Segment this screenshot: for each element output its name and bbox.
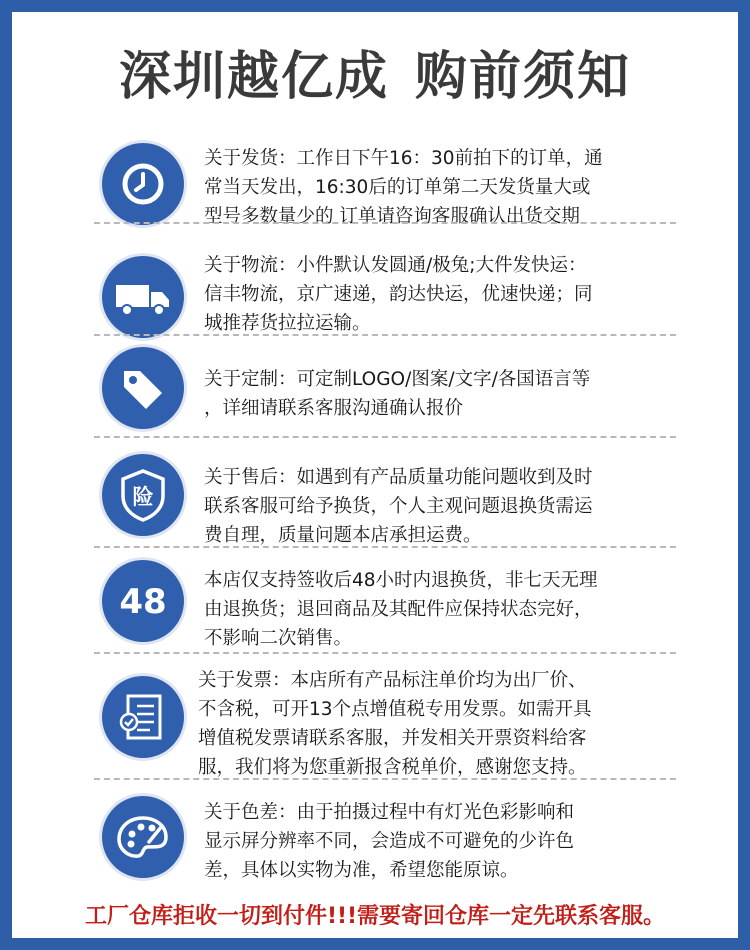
divider [94, 334, 676, 336]
page-title [12, 34, 738, 109]
notice-card [12, 12, 738, 938]
section-text: 关于发货：工作日下午16：30前拍下的订单，通 常当天发出，16:30后的订单第二天发货量大或 型号多数量少的 订单请咨询客服确认出货交期 [204, 148, 603, 227]
notice-title: 购前须知 [415, 47, 632, 107]
section-text: 关于色差：由于拍摄过程中有灯光色彩影响和 显示屏分辨率不同，会造成不可避免的少许色 差，具体以实物为准，希望您能原谅。 [204, 802, 575, 881]
divider [94, 778, 676, 780]
section-text: 本店仅支持签收后48小时内退换货，非七天无理 由退换货；退回商品及其配件应保持状态完好， 不影响二次销售。 [204, 570, 598, 649]
truck-icon [102, 256, 184, 338]
section-text: 关于定制：可定制LOGO/图案/文字/各国语言等 ，详细请联系客服沟通确认报价 [204, 369, 591, 419]
warning-footer: 工厂仓库拒收一切到付件!!!需要寄回仓库一定先联系客服。 [84, 904, 666, 929]
invoice-icon [102, 676, 184, 758]
svg-text:险: 险 [132, 485, 154, 509]
section-text: 关于发票：本店所有产品标注单价均为出厂价、 不含税，可开13个点增值税专用发票。如需开具 增值税发票请联系客服，并发相关开票资料给客 服，我们将为您重新报含税单价，感谢您支持。 [198, 670, 592, 778]
divider [94, 222, 676, 224]
tag-icon [102, 347, 184, 429]
section-text: 关于售后：如遇到有产品质量功能问题收到及时 联系客服可给予换货，个人主观问题退换货需运 费自理，质量问题本店承担运费。 [204, 467, 593, 546]
divider [94, 546, 676, 548]
divider [94, 652, 676, 654]
svg-text:48: 48 [119, 582, 167, 622]
48-hours-icon [102, 560, 184, 642]
insurance-shield-icon [102, 454, 184, 536]
divider [94, 436, 676, 438]
section-text: 关于物流：小件默认发圆通/极兔;大件发快运： 信丰物流，京广速递，韵达快运，优速快递；同 城推荐货拉拉运输。 [204, 255, 593, 334]
clock-icon [102, 143, 184, 225]
color-palette-icon [102, 796, 184, 878]
store-name: 深圳越亿成 [118, 47, 389, 107]
